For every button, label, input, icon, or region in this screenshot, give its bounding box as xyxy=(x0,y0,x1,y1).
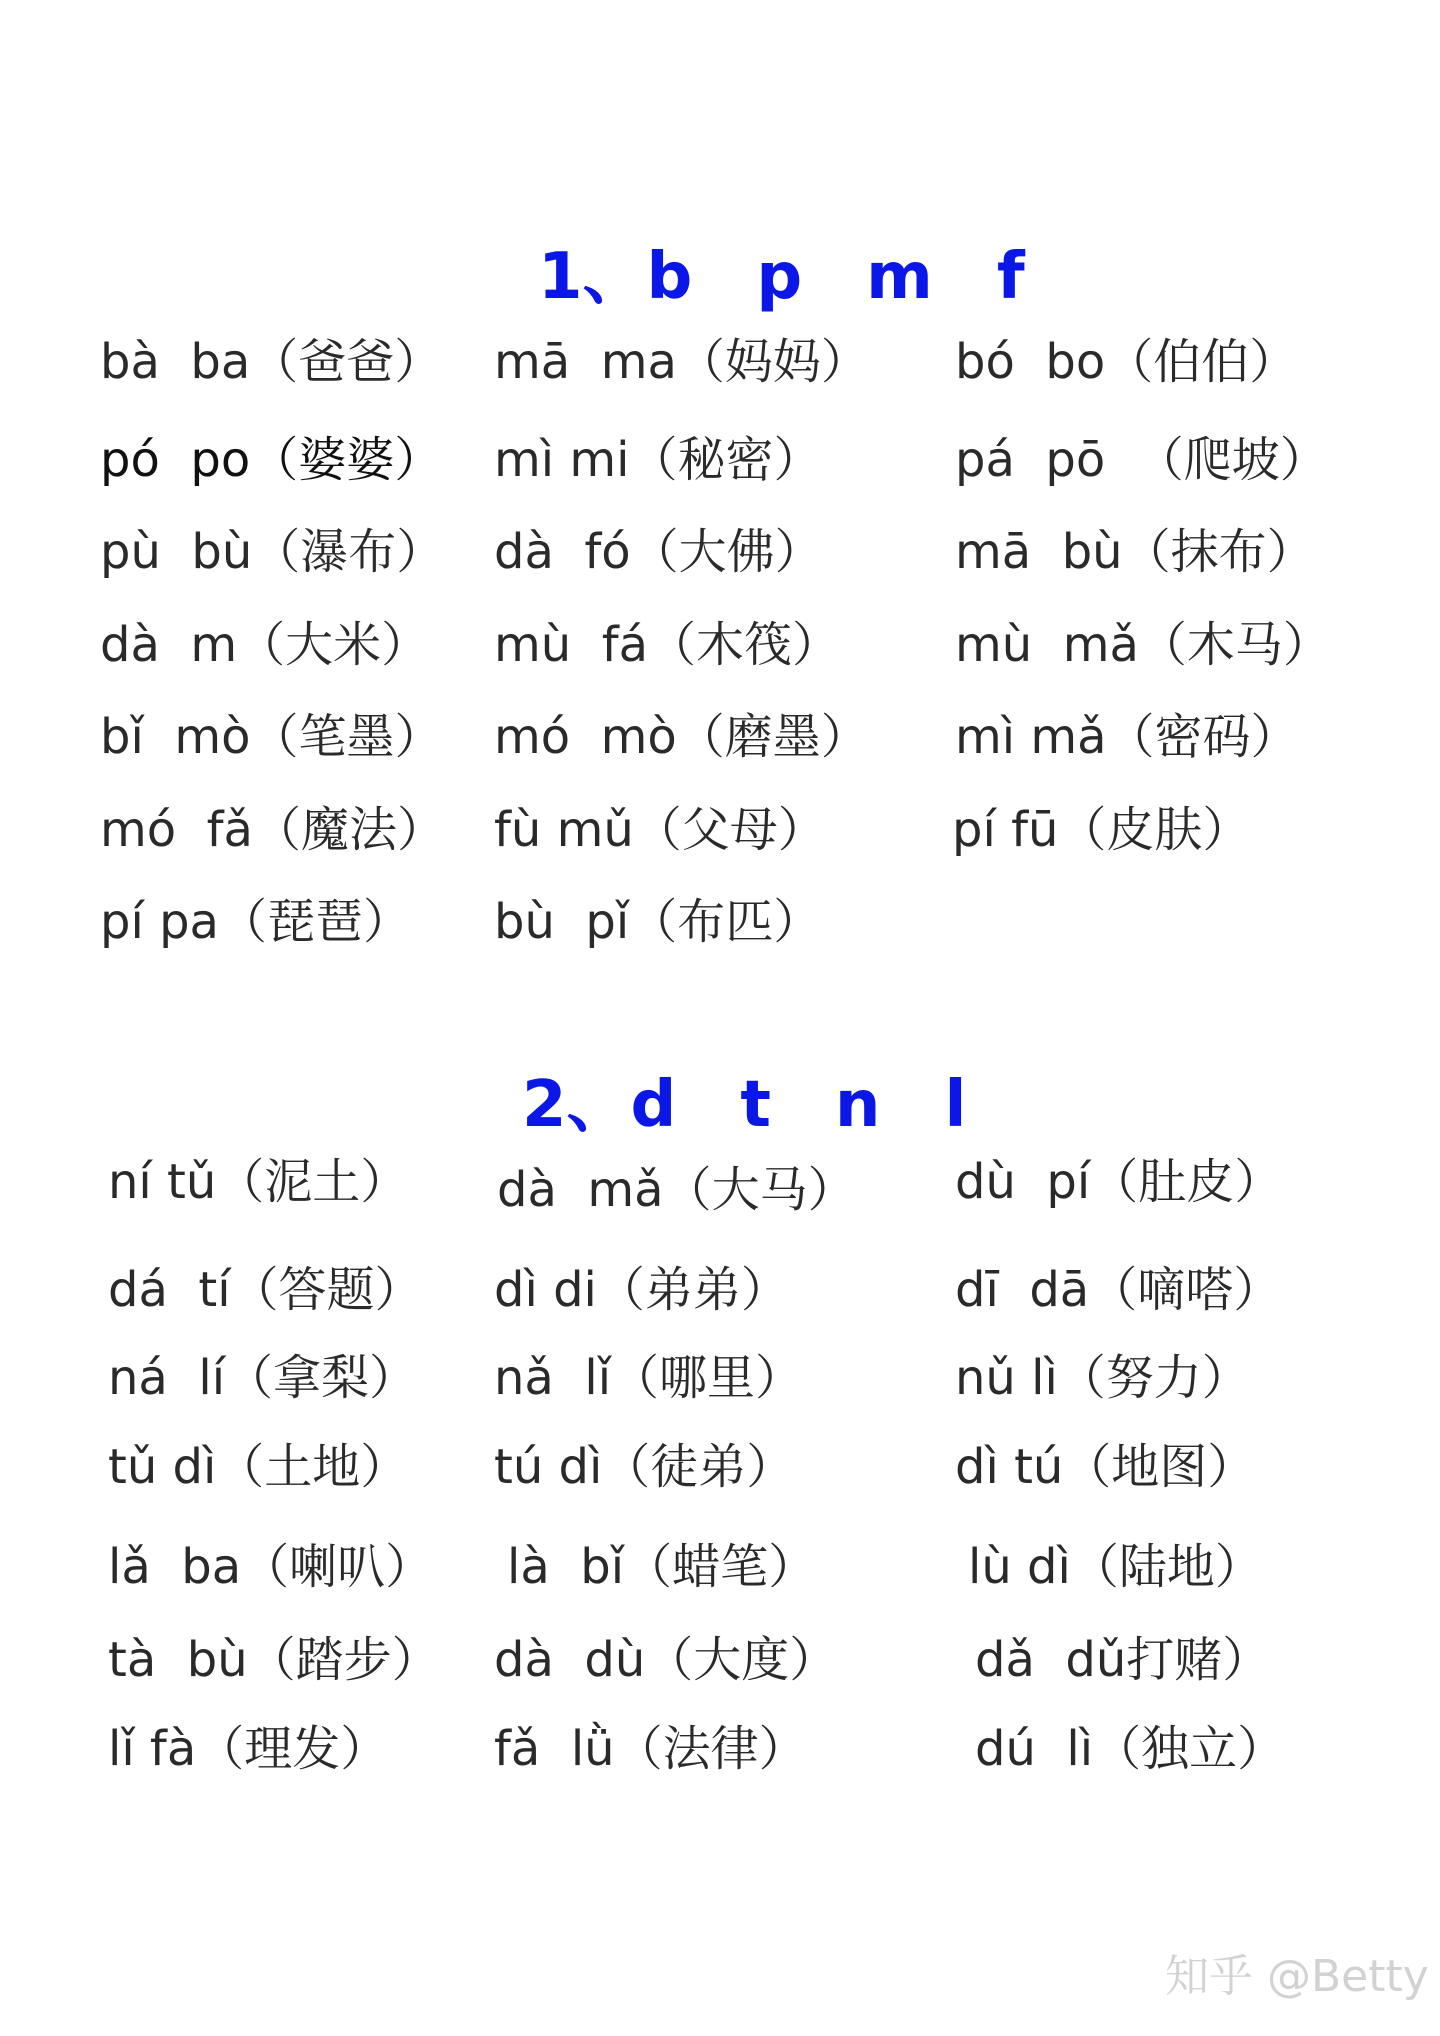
entry-s1-r5-c2: mó mò（磨墨） xyxy=(494,709,869,765)
entry-s1-r6-c2: fù mǔ（父母） xyxy=(494,802,826,858)
section-title-b-p-m-f: 1、b p m f xyxy=(538,240,1025,314)
entry-s2-r1-c3: dù pí（肚皮） xyxy=(955,1154,1283,1210)
entry-s2-r2-c1: dá tí（答题） xyxy=(108,1262,423,1318)
entry-s1-r6-c3: pí fū（皮肤） xyxy=(952,802,1251,858)
entry-s2-r5-c3: lù dì（陆地） xyxy=(968,1539,1263,1595)
entry-s2-r5-c2: là bǐ（蜡笔） xyxy=(507,1539,817,1595)
entry-s2-r1-c1: ní tǔ（泥土） xyxy=(108,1154,409,1210)
entry-s2-r7-c3: dú lì（独立） xyxy=(975,1721,1286,1777)
entry-s2-r4-c2: tú dì（徒弟） xyxy=(494,1439,795,1495)
section-title-d-t-n-l: 2、d t n l xyxy=(522,1068,967,1142)
entry-s2-r5-c1: lǎ ba（喇叭） xyxy=(108,1539,434,1595)
entry-s1-r2-c3: pá pō （爬坡） xyxy=(955,432,1328,488)
entry-s2-r4-c1: tǔ dì（土地） xyxy=(108,1439,409,1495)
entry-s2-r1-c2: dà mǎ（大马） xyxy=(497,1162,856,1218)
entry-s2-r4-c3: dì tú（地图） xyxy=(955,1439,1256,1495)
entry-s1-r5-c1: bǐ mò（笔墨） xyxy=(100,709,443,765)
entry-s1-r3-c3: mā bù（抹布） xyxy=(955,524,1315,580)
entry-s1-r3-c2: dà fó（大佛） xyxy=(494,524,823,580)
entry-s2-r3-c3: nǔ lì（努力） xyxy=(955,1350,1250,1406)
entry-s1-r7-c2: bù pǐ（布匹） xyxy=(494,894,822,950)
entry-s2-r6-c1: tà bù（踏步） xyxy=(108,1632,440,1688)
entry-s2-r7-c2: fǎ lǜ（法律） xyxy=(494,1721,807,1777)
entry-s1-r4-c1: dà m（大米） xyxy=(100,617,430,673)
entry-s1-r5-c3: mì mǎ（密码） xyxy=(955,709,1299,765)
entry-s1-r1-c3: bó bo（伯伯） xyxy=(955,334,1298,390)
entry-s1-r1-c2: mā ma（妈妈） xyxy=(494,334,869,390)
zhihu-watermark: 知乎 @Betty xyxy=(1165,1951,1429,2002)
entry-s2-r3-c1: ná lí（拿梨） xyxy=(108,1350,418,1406)
entry-s2-r2-c3: dī dā（嘀嗒） xyxy=(955,1262,1282,1318)
entry-s1-r6-c1: mó fǎ（魔法） xyxy=(100,802,445,858)
entry-s1-r2-c2: mì mi（秘密） xyxy=(494,432,822,488)
entry-s1-r2-c1: pó po（婆婆） xyxy=(100,432,443,488)
entry-s2-r7-c1: lǐ fà（理发） xyxy=(108,1721,389,1777)
entry-s2-r2-c2: dì di（弟弟） xyxy=(494,1262,789,1318)
entry-s2-r3-c2: nǎ lǐ（哪里） xyxy=(494,1350,804,1406)
entry-s1-r3-c1: pù bù（瀑布） xyxy=(100,524,445,580)
entry-s1-r4-c3: mù mǎ（木马） xyxy=(955,617,1331,673)
entry-s1-r1-c1: bà ba（爸爸） xyxy=(100,334,443,390)
entry-s2-r6-c3: dǎ dǔ打赌） xyxy=(975,1632,1271,1688)
entry-s1-r4-c2: mù fá（木筏） xyxy=(494,617,841,673)
entry-s1-r7-c1: pí pa（琵琶） xyxy=(100,894,411,950)
entry-s2-r6-c2: dà dù（大度） xyxy=(494,1632,838,1688)
